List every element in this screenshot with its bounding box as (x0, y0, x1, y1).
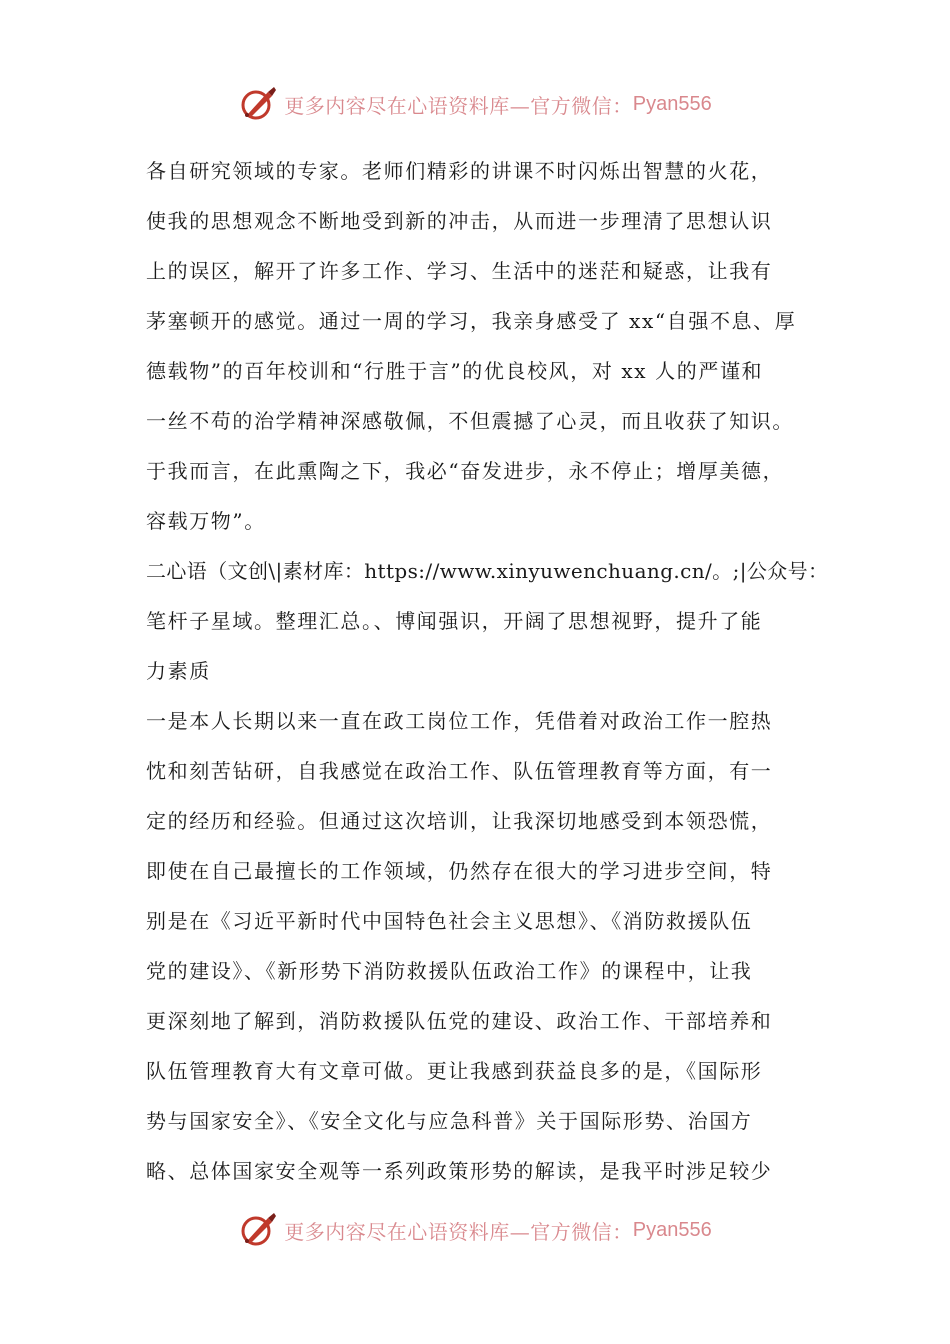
header-banner (0, 82, 950, 126)
banner-wechat-id: Pyan556 (632, 92, 712, 115)
body-line: 力素质 (146, 659, 211, 683)
banner-wechat-id: Pyan556 (632, 1218, 712, 1241)
body-line: 势与国家安全》、《安全文化与应急科普》关于国际形势、治国方 (146, 1109, 753, 1133)
pen-logo-icon (238, 1210, 278, 1250)
body-line: 各自研究领域的专家。老师们精彩的讲课不时闪烁出智慧的火花， (146, 159, 773, 183)
body-line: 队伍管理教育大有文章可做。更让我感到获益良多的是，《国际形 (146, 1059, 763, 1083)
banner-text: 更多内容尽在心语资料库—官方微信： (284, 93, 633, 118)
body-line: 忱和刻苦钻研，自我感觉在政治工作、队伍管理教育等方面，有一 (146, 759, 773, 783)
body-line: 容载万物”。 (146, 509, 266, 533)
body-line: 一是本人长期以来一直在政工岗位工作，凭借着对政治工作一腔热 (146, 709, 773, 733)
body-line: 使我的思想观念不断地受到新的冲击，从而进一步理清了思想认识 (146, 209, 773, 233)
body-line: 笔杆子星域。整理汇总。、博闻强识，开阔了思想视野，提升了能 (146, 609, 763, 633)
body-line: 一丝不苟的治学精神深感敬佩，不但震撼了心灵，而且收获了知识。 (146, 409, 794, 433)
body-line: 党的建设》、《新形势下消防救援队伍政治工作》的课程中，让我 (146, 959, 753, 983)
footer-banner (0, 1208, 950, 1252)
document-body (146, 146, 829, 1196)
body-line: 于我而言，在此熏陶之下，我必“奋发进步，永不停止；增厚美德， (146, 459, 785, 483)
body-line: 更深刻地了解到，消防救援队伍党的建设、政治工作、干部培养和 (146, 1009, 773, 1033)
body-line: 德载物”的百年校训和“行胜于言”的优良校风，对 xx 人的严谨和 (146, 359, 764, 383)
body-line: 即使在自己最擅长的工作领域，仍然存在很大的学习进步空间，特 (146, 859, 773, 883)
body-line: 别是在《习近平新时代中国特色社会主义思想》、《消防救援队伍 (146, 909, 753, 933)
pen-logo-icon (238, 84, 278, 124)
banner-text: 更多内容尽在心语资料库—官方微信： (284, 1219, 633, 1244)
body-line: 上的误区，解开了许多工作、学习、生活中的迷茫和疑惑，让我有 (146, 259, 773, 283)
body-line: 略、总体国家安全观等一系列政策形势的解读，是我平时涉足较少 (146, 1159, 773, 1183)
body-line: 定的经历和经验。但通过这次培训，让我深切地感受到本领恐慌， (146, 809, 773, 833)
body-line: 茅塞顿开的感觉。通过一周的学习，我亲身感受了 xx“自强不息、厚 (146, 309, 797, 333)
body-line-with-link: 二心语（文创\|素材库：https://www.xinyuwenchuang.cn/。;|公众号： (146, 559, 829, 583)
